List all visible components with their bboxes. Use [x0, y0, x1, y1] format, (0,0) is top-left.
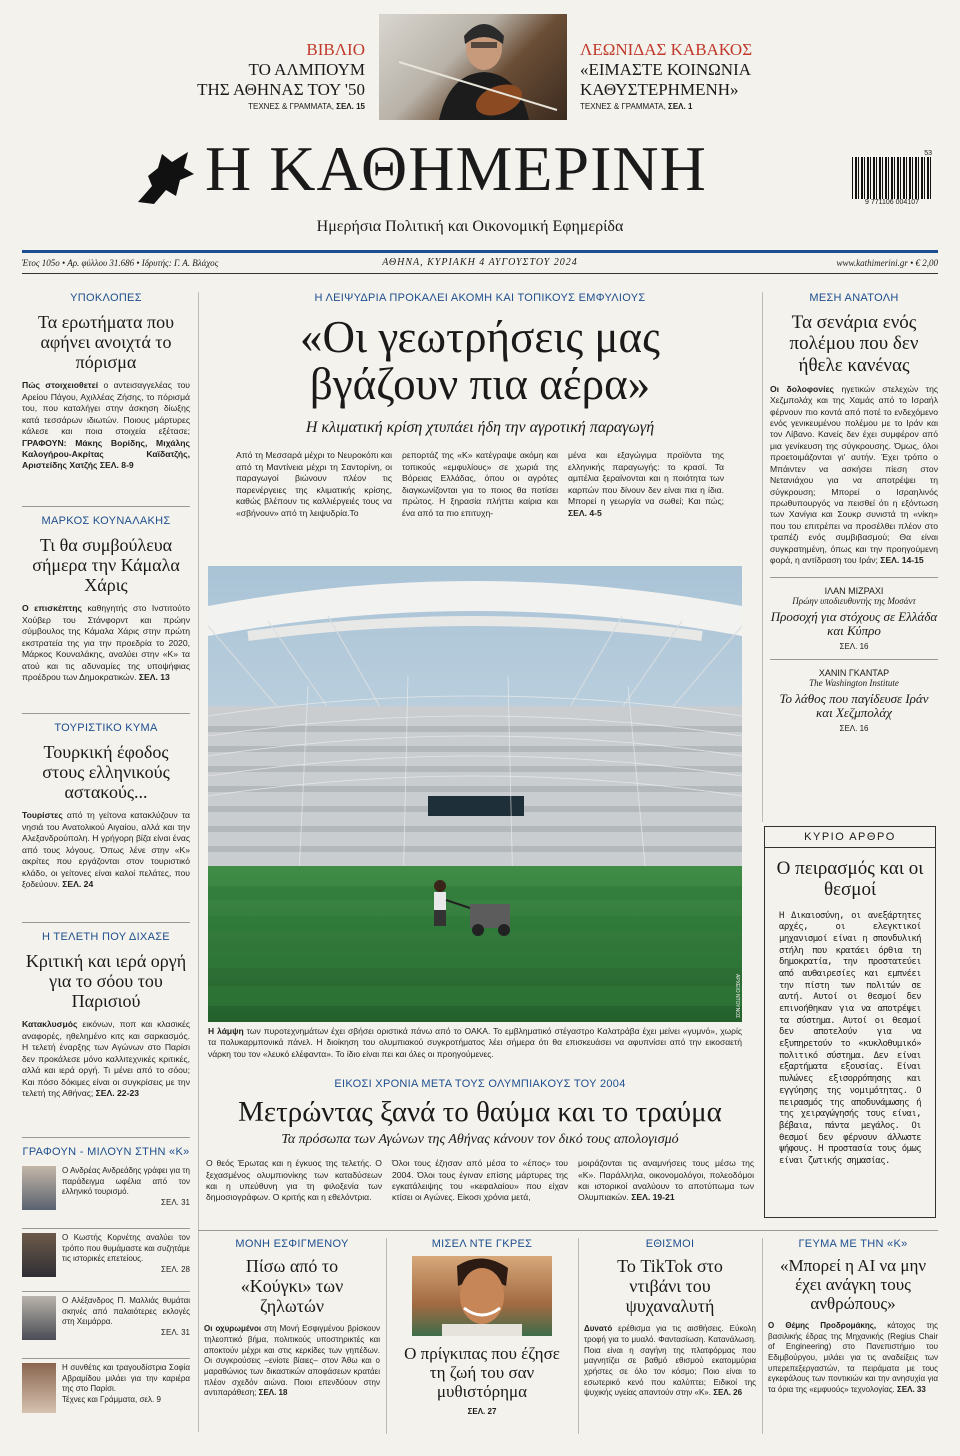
right-kicker: ΜΕΣΗ ΑΝΑΤΟΛΗ — [809, 292, 899, 304]
lead-body-col-3: μένα και εξαγώγιμα προϊόντα της ελληνικής παραγωγής: το κρασί. Τα αμπέλια ξεραίνονται και η ποιότητα των καρπών που δίνουν δεν είναι πια η ίδια. Μπορεί η γεωργία να σωθεί; Και πώς; — [568, 450, 724, 507]
right-lead: Οι δολοφονίες — [770, 383, 835, 394]
editorial-body: Η Δικαιοσύνη, οι ανεξάρτητες αρχές, οι ελεγκτικοί μηχανισμοί είναι η σπονδυλική στήλη που κρατάει όρθια τη δημοκρατία, την προστατεύει από αυθαιρεσίες και εμπνέει την πίστη των πολιτών σε αυτή. Αυτοί οι θεσμοί δεν επινοήθηκαν για να αποτρέψει τα σύστημα. Αυτοί οι θεσμοί δεν αποτελούν για να εξυπηρετούν το «κυκλοθυμικό» πολιτικό σύστημα. Δεν είναι εξαρτήματα εξουσίας. Είναι πυλώνες εξισορρόπησης και εγγύησης της νομιμότητας. Ο πειρασμός της αποδυνάμωσης ή της χειραγώγησής τους είναι, βέβαια, πάντα μεγάλος. Οι θεσμοί δεν φέρνουν άλλωστε ψήφους. Η προστασία τους όμως είναι ζωτικής σημασίας. — [779, 910, 921, 1166]
bottom-divider-1 — [386, 1238, 387, 1434]
editorial-headline: Ο πειρασμός και οι θεσμοί — [776, 858, 924, 901]
right-story[interactable] — [770, 292, 938, 567]
left-story-4-body: εικόνων, ποπ και κλασικές αναφορές, ηθελημένο κιτς και σαρκασμός. Η τελετή έναρξης των Αγώνων στο Παρίσι δεν προκάλεσε μόνο καλλιτεχνικές κριτικές, αλλά και ιερά οργή. Τι μένει από το σόου; Και πόσο δόκιμες είναι οι συγκρίσεις με την τελετή της Αθήνας; — [22, 1019, 190, 1098]
teaser-left-ref: ΤΕΧΝΕΣ & ΓΡΑΜΜΑΤΑ, — [248, 102, 334, 111]
column-divider-left — [198, 292, 199, 1432]
left-story-1[interactable] — [22, 292, 190, 506]
teaser-left-page: ΣΕΛ. 15 — [336, 102, 365, 111]
teaser-left-line1: ΤΟ ΑΛΜΠΟΥΜ — [248, 60, 365, 79]
avatar — [22, 1363, 56, 1413]
left-story-3-headline: Τουρκική έφοδος στους ελληνικούς αστακούς... — [42, 742, 170, 803]
writer-item[interactable] — [22, 1166, 190, 1228]
left-story-1-tail: ΓΡΑΦΟΥΝ: Μάκης Βορίδης, Μιχάλης Καλογήρου-Ακρίτας Καϊδατζής, Αριστείδης Χατζής — [22, 437, 190, 471]
op-ed-2-role: The Washington Institute — [809, 677, 899, 688]
op-ed-1[interactable] — [770, 577, 938, 651]
writer-2-text: Ο Κωστής Κορνέτης αναλύει τον τρόπο που θυμάμαστε και συζητάμε τις ιστορικές επετείους. — [62, 1233, 190, 1264]
avatar — [22, 1296, 56, 1340]
bottom-divider-3 — [762, 1238, 763, 1434]
bottom-1-lead: Οι οχυρωμένοι — [204, 1324, 262, 1334]
bottom-rule — [198, 1230, 938, 1231]
bottom-story-4[interactable] — [768, 1238, 938, 1395]
lead-story[interactable] — [206, 292, 754, 519]
left-story-2-page: ΣΕΛ. 13 — [138, 672, 170, 682]
op-ed-2-name: ΧΑΝΙΝ ΓΚΑΝΤΑΡ — [818, 667, 890, 678]
bottom-3-body: ερέθισμα για τις αισθήσεις. Εύκολη τροφή για το μυαλό. Φαντασίωση. Κατανάλωση. Ποια είναι η σαγήνη της πλατφόρμας που μαγνητίζει σε βαθμό εθισμού εκατομμύρια χρήστες σε όλο τον κόσμο; Ποιο είναι το εσωτερικό κενό που καλύπτει; Ειδικοί της ψυχικής υγείας απαντούν στην «Κ». — [584, 1324, 756, 1398]
bottom-1-page: ΣΕΛ. 18 — [258, 1388, 288, 1398]
writers-box — [22, 1137, 190, 1413]
op-ed-1-name: ΙΛΑΝ ΜΙΖΡΑΧΙ — [824, 585, 884, 596]
left-story-3-page: ΣΕΛ. 24 — [62, 879, 94, 889]
bottom-divider-2 — [578, 1238, 579, 1434]
left-story-3[interactable] — [22, 713, 190, 922]
lead-body-col-1: Από τη Μεσσαρά μέχρι το Νευροκόπι και από τη Μαντίνεια μέχρι τη Σαντορίνη, οι παραγωγοί βιώνουν πλέον τις παρενέργειες της κλιματικής κρίσης, καθώς βλέπουν τις καλλιέργειές τους να «σβήνουν» από τη λειψυδρία.Το — [236, 450, 392, 518]
masthead-subtitle: Ημερήσια Πολιτική και Οικονομική Εφημερίδα — [316, 218, 624, 235]
lead-headline-line2: βγάζουν πια αέρα» — [309, 359, 651, 410]
portrait-face — [412, 1256, 552, 1336]
photo-credit: ΑΡΧΕΙΟ ΝΤΟΥΝΟΣ — [734, 973, 740, 1018]
photo-caption — [208, 1026, 742, 1060]
left-story-4-page: ΣΕΛ. 22-23 — [95, 1088, 140, 1098]
teaser-right-line1: «ΕΙΜΑΣΤΕ ΚΟΙΝΩΝΙΑ — [580, 60, 752, 79]
griffin-logo-icon — [132, 146, 198, 208]
barcode-number: 9 771106 004107 — [865, 199, 919, 206]
avatar — [22, 1233, 56, 1277]
column-divider-right — [762, 292, 763, 822]
left-story-1-headline: Τα ερωτήματα που αφήνει ανοιχτά το πόρισμα — [38, 312, 174, 373]
left-story-4-headline: Κριτική και ιερά οργή για το σόου του Παρισιού — [25, 951, 187, 1012]
photo-caption-lead: Η λάμψη — [208, 1026, 244, 1036]
olympics-deck: Τα πρόσωπα των Αγώνων της Αθήνας κάνουν τον δικό τους απολογισμό — [281, 1132, 679, 1148]
right-column — [770, 292, 938, 733]
bottom-story-3[interactable] — [584, 1238, 756, 1399]
dateline-left: Έτος 105ο • Αρ. φύλλου 31.686 • Ιδρυτής: Γ. Α. Βλάχος — [22, 258, 219, 268]
writer-1-page: ΣΕΛ. 31 — [161, 1197, 190, 1207]
writer-4-page: Τέχνες και Γράμματα, σελ. 9 — [62, 1394, 161, 1404]
op-ed-1-role: Πρώην υποδιευθυντής της Μοσάντ — [792, 595, 916, 606]
teaser-right-page: ΣΕΛ. 1 — [668, 102, 693, 111]
barcode-top: 53 — [924, 150, 932, 157]
left-story-2-body: καθηγητής στο Ινστιτούτο Χούβερ του Στάνφορντ και πρώην σύμβουλος της Κάμαλα Χάρις στην πρώτη εκστρατεία της για την προεδρία το 2020, Μάρκος Κουναλάκης, αναλύει στην «Κ» τα ατού και τις αδυναμίες της υποψήφιας προέδρου των Δημοκρατικών. — [22, 603, 191, 682]
lead-headline-line1: «Οι γεωτρήσεις μας — [300, 312, 660, 362]
bottom-4-page: ΣΕΛ. 33 — [897, 1384, 926, 1394]
left-story-1-body: ο αντεισαγγελέας του Αρείου Πάγου, Αχιλλέας Ζήσης, το πόρισμά του, που καταλήγει στην άσκηση δίωξης κατά τεσσάρων ιδιωτών. Ποιους μάρτυρες κάλεσε και ποια στοιχεία εξέτασε; — [22, 380, 191, 437]
violinist-image — [379, 14, 567, 120]
left-story-1-kicker: ΥΠΟΚΛΟΠΕΣ — [70, 292, 142, 304]
teaser-right-ref: ΤΕΧΝΕΣ & ΓΡΑΜΜΑΤΑ, — [580, 102, 666, 111]
dateline-right: www.kathimerini.gr • € 2,00 — [836, 258, 938, 268]
writer-2-page: ΣΕΛ. 28 — [161, 1264, 190, 1274]
photo-caption-text: των πυροτεχνημάτων έχει σβήσει οριστικά πάνω από το ΟΑΚΑ. Το εμβληματικό στέγαστρο Καλατράβα έχει μείνει «γυμνό», χωρίς τα πολυκαρμπονικά πάνελ. Η διοίκηση του ολυμπιακού συγκροτήματος λέει σήμερα ότι θα επισκευάσει να αφυπνίσει από την εικοσαετή νάρκη του τον «λευκό ελέφαντα». Το ίδιο είναι πει και όλες οι προηγούμενες. — [208, 1026, 742, 1059]
dateline-center: ΑΘΗΝΑ, ΚΥΡΙΑΚΗ 4 ΑΥΓΟΥΣΤΟΥ 2024 — [382, 257, 578, 268]
right-body: ηγετικών στελεχών της Χεζμπολάχ και της Χαμάς από το Ισραήλ φέρνουν πιο κοντά από ποτέ το ενδεχόμενο ενός γενικευμένου πολέμου με το Ιράν και τον Λίβανο. Κανείς δεν έχει συμφέρον από μια γενίκευση της σύγκρουσης. Όμως, όλοι προετοιμάζονται γι' αυτήν. Έχει τρόπο ο Μπάιντεν να ασκήσει πίεση στον Νετανιάχου για να αποτρέψει τη σύγκρουση; Μπορεί ο Ισραηλινός πρωθυπουργός να πεισθεί ότι η εξόντωση των Χανίγια και Σουκρ συνιστά τη «νίκη» που του επιτρέπει να προσέλθει πλέον στο τραπέζι ενός συμβιβασμού; Θα είναι συγκρατημένη, όπως και την προηγούμενη φορά, η αντίδραση του Ιράν; — [770, 383, 938, 566]
left-story-3-lead: Τουρίστες — [22, 810, 63, 821]
stadium-photo[interactable] — [208, 566, 742, 1022]
lead-page: ΣΕΛ. 4-5 — [568, 507, 602, 518]
portrait-image — [412, 1256, 552, 1336]
right-page: ΣΕΛ. 14-15 — [880, 555, 924, 566]
left-story-4-kicker: Η ΤΕΛΕΤΗ ΠΟΥ ΔΙΧΑΣΕ — [42, 931, 170, 943]
olympics-kicker: ΕΙΚΟΣΙ ΧΡΟΝΙΑ ΜΕΤΑ ΤΟΥΣ ΟΛΥΜΠΙΑΚΟΥΣ ΤΟΥ 2004 — [334, 1078, 626, 1090]
bottom-3-headline: Το TikTok στο ντιβάνι του ψυχαναλυτή — [617, 1256, 723, 1317]
dateline-rule-bottom — [22, 273, 938, 274]
bottom-4-lead: Ο Θέμης Προδρομάκης, — [768, 1321, 877, 1331]
writer-item[interactable] — [22, 1358, 190, 1413]
teaser-photo[interactable] — [379, 14, 567, 120]
bottom-1-body: στη Μονή Εσφιγμένου βρίσκουν τηλεοπτικό βήμα, πολιτικούς υποστηρικτές και αποκτούν μέχρι και στις κερκίδες των γηπέδων. Οι συγκρούσεις –ενίοτε βίαιες– στον Άθω και ο μαραθώνιος των δικαστικών αποφάσεων κρατάει πλέον σχεδόν αιώνα. Ποιοι επενδύουν στην αντιπαράθεση; — [204, 1324, 381, 1398]
barcode-bars — [852, 157, 932, 199]
op-ed-2-page: ΣΕΛ. 16 — [839, 723, 869, 733]
writer-3-text: Ο Αλέξανδρος Π. Μαλλιάς θυμάται σκηνές από παλαιότερες εκλογές στη Χειμάρρα. — [62, 1296, 190, 1327]
editorial-box[interactable] — [764, 826, 936, 1218]
left-story-1-lead: Πώς στοιχειοθετεί — [22, 380, 99, 391]
op-ed-2[interactable] — [770, 659, 938, 733]
olympics-page: ΣΕΛ. 19-21 — [631, 1192, 675, 1203]
bottom-story-2[interactable] — [392, 1238, 572, 1416]
lead-deck: Η κλιματική κρίση χτυπάει ήδη την αγροτική παραγωγή — [305, 418, 655, 436]
left-story-3-body: από τη γείτονα κατακλύζουν τα νησιά του Ανατολικού Αιγαίου, αλλά και την Αλεξανδρούπολη. Η γρήγορη βίζα είναι ένας από τους λόγους. Όπως λένε στην «Κ» ακρίτες που εργάζονται στον τουριστικό κλάδο, οι γείτονες είναι καλοί πελάτες, που ξοδεύουν. — [22, 810, 190, 889]
left-story-2[interactable] — [22, 506, 190, 713]
bottom-story-1[interactable] — [204, 1238, 380, 1399]
left-story-4-lead: Κατακλυσμός — [22, 1019, 78, 1030]
olympics-col-2: Όλοι τους έζησαν από μέσα το «έπος» του 2004. Όλοι τους έγιναν επίσης μάρτυρες της εγκατάλειψης του «κεφαλαίου» που είχαν κτίσει οι Αγώνες. Είκοσι χρόνια μετά, — [392, 1158, 568, 1203]
writer-1-text: Ο Ανδρέας Ανδρεάδης γράφει για τη παράδειγμα ωφέλια από τον ελληνικό τουρισμό. — [62, 1166, 190, 1197]
writers-kicker: ΓΡΑΦΟΥΝ - ΜΙΛΟΥΝ ΣΤΗΝ «Κ» — [22, 1146, 190, 1158]
left-column — [22, 292, 190, 1413]
bottom-2-page: ΣΕΛ. 27 — [467, 1407, 497, 1417]
lead-kicker: Η ΛΕΙΨΥΔΡΙΑ ΠΡΟΚΑΛΕΙ ΑΚΟΜΗ ΚΑΙ ΤΟΠΙΚΟΥΣ ΕΜΦΥΛΙΟΥΣ — [314, 292, 646, 304]
lead-body-col-2: ρεπορτάζ της «Κ» κατέγραψε ακόμη και τοπικούς «εμφυλίους» σε χωριά της Βόρειας Ελλάδας, όπου οι αγρότες διαγκωνίζονται για το ποιος θα ποτίσει πρώτος. Η ξηρασία πλήττει καίρια και ένα από τα πιο επιτυχη- — [402, 450, 558, 518]
left-story-1-page: ΣΕΛ. 8-9 — [99, 460, 134, 471]
bottom-2-kicker: ΜΙΣΕΛ ΝΤΕ ΓΚΡΕΣ — [431, 1238, 533, 1250]
writer-4-text: Η συνθέτις και τραγουδίστρια Σοφία Αβραμίδου μιλάει για την καριέρα της στο Παρίσι. — [62, 1363, 190, 1394]
right-headline: Τα σενάρια ενός πολέμου που δεν ήθελε κανένας — [789, 312, 919, 376]
bottom-4-body: κάτοχος της βασιλικής έδρας της Μηχανικής (Regius Chair of Engineering) στο Πανεπιστήμιο του Εδιμβούργου, μιλάει για τις αναδείξεις των υπερεπεξεργαστών, τα πειράματα με τους εγκεφάλους των ποντικιών και την ανησυχία για τα όρια της «εμφυούς» τεχνολογίας. — [768, 1321, 938, 1394]
teaser-left[interactable] — [160, 40, 365, 111]
writer-3-page: ΣΕΛ. 31 — [161, 1327, 190, 1337]
bottom-3-page: ΣΕΛ. 26 — [713, 1388, 743, 1398]
writer-item[interactable] — [22, 1291, 190, 1358]
teaser-right-kicker: ΛΕΩΝΙΔΑΣ ΚΑΒΑΚΟΣ — [580, 40, 753, 59]
avatar — [22, 1166, 56, 1210]
left-story-2-lead: Ο επισκέπτης — [22, 603, 82, 614]
left-story-2-kicker: ΜΑΡΚΟΣ ΚΟΥΝΑΛΑΚΗΣ — [41, 515, 171, 527]
teaser-left-kicker: ΒΙΒΛΙΟ — [306, 40, 365, 59]
bottom-3-lead: Δυνατό — [584, 1324, 613, 1334]
teaser-right-line2: ΚΑΘΥΣΤΕΡΗΜΕΝΗ» — [580, 80, 739, 99]
teaser-right[interactable] — [580, 40, 780, 111]
bottom-1-kicker: ΜΟΝΗ ΕΣΦΙΓΜΕΝΟΥ — [235, 1238, 349, 1250]
editorial-kicker: ΚΥΡΙΟ ΑΡΘΡΟ — [765, 827, 935, 848]
teaser-left-line2: ΤΗΣ ΑΘΗΝΑΣ ΤΟΥ '50 — [197, 80, 365, 99]
olympics-headline: Μετρώντας ξανά το θαύμα και το τραύμα — [238, 1096, 722, 1128]
left-story-4[interactable] — [22, 922, 190, 1137]
bottom-4-kicker: ΓΕΥΜΑ ΜΕ ΤΗΝ «Κ» — [798, 1238, 908, 1250]
op-ed-1-title: Προσοχή για στόχους σε Ελλάδα και Κύπρο — [770, 608, 938, 639]
masthead-title: Η ΚΑΘΗΜΕΡΙΝΗ — [205, 133, 707, 204]
bottom-1-headline: Πίσω από το «Κούγκι» των ζηλωτών — [240, 1256, 344, 1317]
olympics-story[interactable] — [206, 1078, 754, 1204]
writer-item[interactable] — [22, 1228, 190, 1291]
left-story-2-headline: Τι θα συμβούλευα σήμερα την Κάμαλα Χάρις — [32, 535, 180, 596]
op-ed-2-title: Το λάθος που παγίδευσε Ιράν και Χεζμπολάχ — [779, 690, 929, 721]
olympics-col-3: μοιράζονται τις αναμνήσεις τους μέσω της «Κ». Παράλληλα, οικονομολόγοι, πολεοδόμοι και ιστορικοί αναλύουν το αποτύπωμα των Ολυμπιακών. — [578, 1158, 754, 1203]
barcode — [852, 150, 932, 212]
op-ed-1-page: ΣΕΛ. 16 — [839, 641, 869, 651]
bottom-4-headline: «Μπορεί η ΑΙ να μην έχει ανάγκη τους ανθρώπους» — [779, 1256, 927, 1314]
dateline-rule-top — [22, 250, 938, 253]
olympics-col-1: Ο θεός Έρωτας και η έγκυος της τελετής. Ο ξεχασμένος ολυμπιονίκης των καταδύσεων και η υπεύθυνη για τη φιλοξενία των δημοσιογράφων. Ο κριτής και η εθελόντρια. — [206, 1158, 382, 1203]
left-story-3-kicker: ΤΟΥΡΙΣΤΙΚΟ ΚΥΜΑ — [54, 722, 158, 734]
bottom-3-kicker: ΕΘΙΣΜΟΙ — [645, 1238, 695, 1250]
bottom-2-headline: Ο πρίγκιπας που έζησε τη ζωή του σαν μυθιστόρημα — [404, 1344, 560, 1402]
stadium-image — [208, 566, 742, 1022]
